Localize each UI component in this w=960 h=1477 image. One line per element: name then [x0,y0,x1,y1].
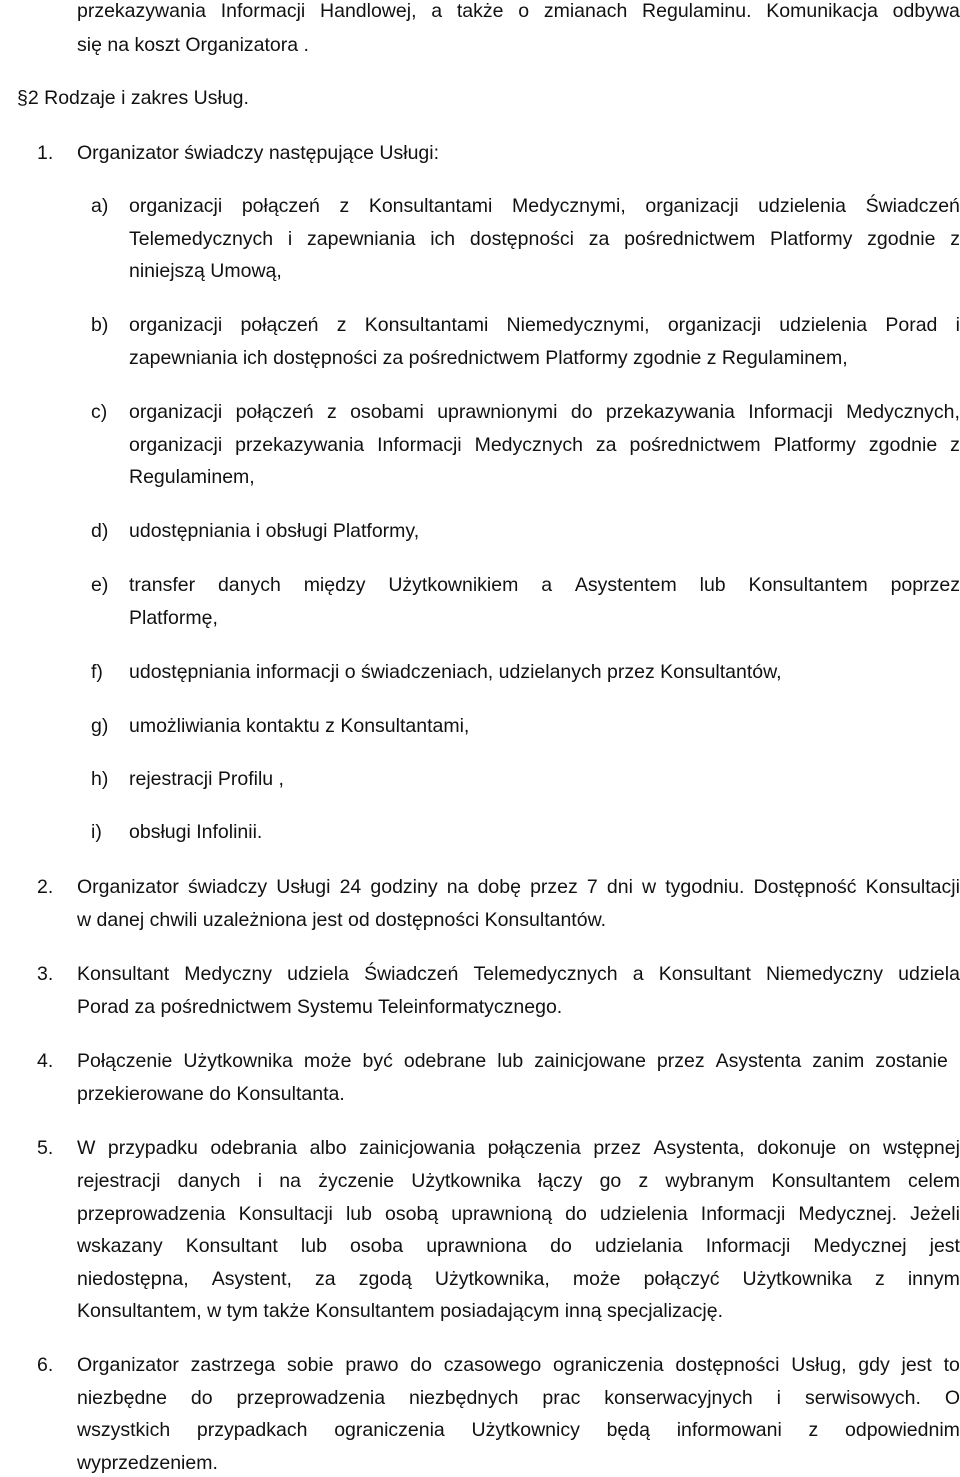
word: Regulaminu. [642,0,752,22]
word: z [808,1419,819,1441]
subitem-letter: b) [91,314,109,336]
word: Telemedycznych [129,228,274,250]
word: na [446,876,469,898]
word: udzielania [594,1235,683,1257]
item-number: 3. [37,963,54,985]
word: udziela [898,963,960,985]
word: ich [430,228,456,250]
item-number: 4. [37,1050,54,1072]
word: lub [300,1235,327,1257]
word: przekazywania [77,0,206,22]
word: Konsultantem [771,1170,891,1192]
word: Handlowej, [320,0,417,22]
item-line [77,1387,960,1409]
word: Organizator [77,1354,179,1376]
word: połączeń [241,195,320,217]
item-text: Organizator świadczy następujące Usługi: [77,142,440,164]
word: do [410,1354,432,1376]
word: z [875,1268,885,1290]
word: zapewniania [307,228,416,250]
word: osobą [385,1203,439,1225]
subitem-line: Platformę, [129,607,218,629]
subitem-line [129,195,960,217]
subitem-line [129,314,960,336]
word: ograniczenia [553,1354,664,1376]
word: organizacji [129,434,223,456]
word: uprawnioną [451,1203,553,1225]
word: zostanie [875,1050,948,1072]
word: Niemedycznymi, [506,314,650,336]
word: gdy [858,1354,890,1376]
word: z [950,434,960,456]
subitem-line: rejestracji Profilu , [129,768,284,790]
word: serwisowych. [804,1387,921,1409]
word: między [303,574,366,596]
item-line [77,1419,960,1441]
word: Informacji [377,434,462,456]
item-line: wyprzedzeniem. [77,1452,218,1474]
word: lub [345,1203,372,1225]
word: może [572,1268,621,1290]
word: do [565,1203,587,1225]
word: zainicjowane [534,1050,646,1072]
item-number: 6. [37,1354,54,1376]
word: osoba [350,1235,404,1257]
word: i [257,1170,263,1192]
word: Informacji [220,0,306,22]
item-line: przekierowane do Konsultanta. [77,1083,345,1105]
item-line: Konsultantem, w tym także Konsultantem posiadającym inną specjalizację. [77,1300,723,1322]
subitem-letter: f) [91,661,103,683]
word: odebrane [403,1050,487,1072]
word: niezbędne [77,1387,167,1409]
word: dostępności [675,1354,780,1376]
word: Medycznych, [846,401,960,423]
item-line [77,876,960,898]
subitem-line: umożliwiania kontaktu z Konsultantami, [129,715,470,737]
word: 24 [339,876,362,898]
item-line [77,1354,960,1376]
word: wstępnej [882,1137,960,1159]
word: zmianach [543,0,628,22]
word: Dostępność [753,876,857,898]
word: będą [606,1419,650,1441]
subitem-letter: h) [91,768,109,790]
word: na [279,1170,301,1192]
word: a [541,574,553,596]
word: to [943,1354,960,1376]
word: rejestracji [77,1170,161,1192]
word: połączyć [643,1268,720,1290]
item-line [77,1268,960,1290]
word: organizacji [129,401,223,423]
word: udziela [287,963,349,985]
word: tygodniu. [665,876,745,898]
word: zastrzega [190,1354,276,1376]
subitem-letter: i) [91,821,102,843]
item-line [77,1203,960,1225]
subitem-letter: a) [91,195,109,217]
word: Użytkownikiem [388,574,519,596]
word: a [431,0,443,22]
word: Świadczeń [865,195,960,217]
word: Konsultant [658,963,751,985]
word: pośrednictwem [624,228,756,250]
word: informowani [676,1419,782,1441]
subitem-line: obsługi Infolinii. [129,821,263,843]
word: go [599,1170,622,1192]
word: z [638,1170,649,1192]
word: przeprowadzenia [236,1387,386,1409]
word: danych [217,574,281,596]
word: innym [907,1268,960,1290]
word: transfer [129,574,196,596]
word: Medycznej [813,1235,907,1257]
word: Niemedyczny [765,963,884,985]
word: przeprowadzenia [77,1203,226,1225]
word: za [595,434,617,456]
word: uprawniona [426,1235,528,1257]
word: Platformy [770,228,853,250]
word: zgodnie [867,228,936,250]
subitem-line: zapewniania ich dostępności za pośrednictwem Platformy zgodnie z Regulaminem, [129,347,848,369]
word: Konsultantem [748,574,868,596]
subitem-line [129,434,960,456]
word: a [632,963,644,985]
section-heading: §2 Rodzaje i zakres Usług. [17,87,249,109]
subitem-line [129,228,960,250]
word: z [336,314,347,336]
word: Konsultantami [364,314,489,336]
word: Konsultacji [865,876,960,898]
subitem-line: udostępniania i obsługi Platformy, [129,520,420,542]
subitem-line [129,574,960,596]
word: on [848,1137,871,1159]
word: czasowego [443,1354,542,1376]
word: Konsultantami [368,195,493,217]
item-line [77,1170,960,1192]
word: Konsultant [185,1235,278,1257]
word: dni [606,876,633,898]
item-line: Porad za pośrednictwem Systemu Teleinformatycznego. [77,996,563,1018]
subitem-line: udostępniania informacji o świadczeniach, udzielanych przez Konsultantów, [129,661,782,683]
word: zainicjowania [359,1137,476,1159]
word: o [518,0,530,22]
item-number: 2. [37,876,54,898]
subitem-letter: c) [91,401,108,423]
word: przypadku [107,1137,198,1159]
word: Organizator [77,876,179,898]
word: Użytkownika [411,1170,521,1192]
word: Informacji [748,401,833,423]
word: albo [309,1137,347,1159]
word: udzielenia [599,1203,688,1225]
word: jest [929,1235,960,1257]
word: przez [656,1050,705,1072]
word: Konsultacji [238,1203,333,1225]
intro-line-1 [77,0,960,22]
word: i [776,1387,782,1409]
word: ograniczenia [334,1419,445,1441]
word: Świadczeń [364,963,459,985]
word: Użytkownika [183,1050,293,1072]
word: Medycznych [474,434,583,456]
word: poprzez [890,574,960,596]
word: 7 [586,876,598,898]
word: Użytkownika [742,1268,852,1290]
word: osobami [350,401,424,423]
word: Użytkownika, [434,1268,550,1290]
word: celem [907,1170,960,1192]
word: Porad [885,314,938,336]
word: Medycznej. [798,1203,898,1225]
word: wskazany [77,1235,163,1257]
word: prawo [345,1354,399,1376]
word: Informacji [700,1203,786,1225]
item-number: 5. [37,1137,54,1159]
word: do [570,401,593,423]
word: świadczy [188,876,268,898]
word: do [550,1235,572,1257]
word: Jeżeli [910,1203,960,1225]
subitem-line [129,401,960,423]
word: Informacji [705,1235,791,1257]
word: O [944,1387,960,1409]
word: Asystenta [715,1050,802,1072]
word: z [339,195,350,217]
subitem-line: Regulaminem, [129,466,255,488]
word: Telemedycznych [473,963,618,985]
item-line [77,963,960,985]
word: wszystkich [77,1419,171,1441]
word: przekazywania [235,434,365,456]
subitem-letter: e) [91,574,109,596]
word: z [327,401,337,423]
word: sobie [286,1354,334,1376]
word: lub [699,574,726,596]
word: pośrednictwem [629,434,761,456]
word: Usług, [791,1354,847,1376]
word: być [362,1050,393,1072]
word: i [955,314,960,336]
word: przez [593,1137,641,1159]
word: połączeń [240,314,319,336]
word: Platformy [773,434,856,456]
word: życzenie [318,1170,395,1192]
word: organizacji [129,195,223,217]
word: wybranym [665,1170,755,1192]
word: niedostępna, [77,1268,189,1290]
intro-line-2: się na koszt Organizatora . [77,34,309,56]
word: odpowiednim [845,1419,960,1441]
word: prac [542,1387,581,1409]
word: przez [530,876,578,898]
word: dobę [477,876,521,898]
word: połączenia [487,1137,581,1159]
word: przekazywania [605,401,735,423]
word: godziny [370,876,438,898]
word: Komunikacja [766,0,878,22]
word: zanim [812,1050,865,1072]
word: Połączenie [77,1050,173,1072]
word: organizacji [667,314,762,336]
item-line [77,1137,960,1159]
subitem-line: niniejszą Umową, [129,260,282,282]
word: Asystent, [211,1268,292,1290]
word: danych [177,1170,241,1192]
word: połączeń [235,401,314,423]
word: za [588,228,610,250]
word: Użytkownicy [471,1419,580,1441]
word: udzielenia [758,195,846,217]
item-line: w danej chwili uzależniona jest od dostępności Konsultantów. [77,909,606,931]
word: przypadkach [196,1419,308,1441]
word: zgodą [358,1268,412,1290]
word: Usługi [276,876,331,898]
word: Asystenta, [653,1137,745,1159]
word: może [303,1050,352,1072]
word: także [456,0,504,22]
word: dostępności [469,228,574,250]
item-number: 1. [37,142,54,164]
word: z [950,228,960,250]
item-line [77,1235,960,1257]
word: w [642,876,657,898]
word: lub [497,1050,524,1072]
subitem-letter: d) [91,520,109,542]
word: zgodnie [868,434,938,456]
item-line [77,1050,948,1072]
word: udzielenia [779,314,868,336]
word: W [77,1137,96,1159]
word: odbywa [892,0,960,22]
word: organizacji [645,195,739,217]
word: Konsultant [77,963,170,985]
word: niezbędnych [408,1387,519,1409]
word: uprawnionymi [437,401,558,423]
subitem-letter: g) [91,715,109,737]
word: Medycznymi, [511,195,626,217]
word: odebrania [210,1137,298,1159]
word: za [315,1268,336,1290]
word: i [287,228,293,250]
word: organizacji [129,314,223,336]
word: Medyczny [184,963,273,985]
word: konserwacyjnych [604,1387,753,1409]
word: do [190,1387,213,1409]
word: Asystentem [574,574,677,596]
word: łączy [537,1170,583,1192]
word: dokonuje [757,1137,837,1159]
word: jest [901,1354,932,1376]
